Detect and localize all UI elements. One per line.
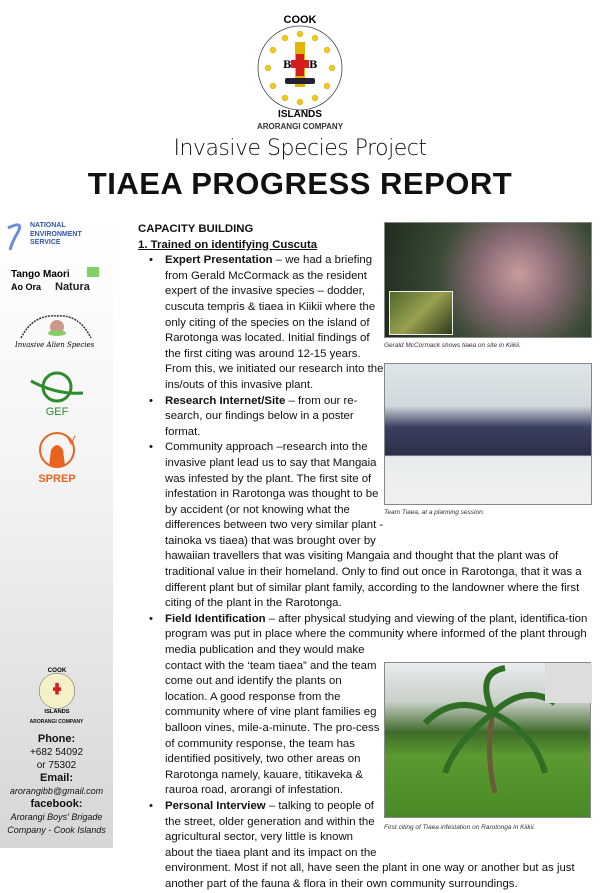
phone-alt: or 75302: [36, 760, 77, 771]
facebook-label: facebook:: [30, 798, 83, 810]
list-item: • Research Internet/Site – from our re-search, our findings below in a poster format.: [165, 394, 594, 441]
section-heading: CAPACITY BUILDING: [138, 223, 254, 235]
invasive-species-project-logo: [0, 310, 113, 350]
svg-text:ISLANDS: ISLANDS: [278, 109, 322, 120]
phone: +682 54092: [29, 747, 84, 758]
list-item: • Field Identification – after physical studying and viewing of the plant, identifica-tion program was put in place where the community where informed of the plant through media publication and they would make contact with the ‘team tiaea” and the team come out and identify the plants on location. A good response from the community where of vine plant families eg balloon vines, mile-a-minute. The pro-cess of community response, the team has identified positively, two other areas on Rarotonga namely, kauare, titikaveka & rauroa road, arorangi of infestation.: [165, 612, 594, 799]
svg-text:SPREP: SPREP: [37, 473, 76, 485]
gef-logo: [0, 367, 113, 419]
facebook-link[interactable]: Arorangi Boys' Brigade Company - Cook Islands: [7, 812, 106, 835]
svg-text:COOK: COOK: [47, 666, 66, 674]
sidebar-company: ARORANGI COMPANY: [29, 719, 84, 725]
boys-brigade-small-logo: [0, 662, 113, 728]
email-label: Email:: [39, 772, 73, 784]
caption-1: Gerald McCormack shows tiaea on site in Kiikii.: [384, 342, 521, 349]
svg-text:B: B: [309, 60, 318, 71]
svg-text:Invasive Alien Species: Invasive Alien Species: [14, 341, 94, 349]
svg-text:GEF: GEF: [45, 406, 68, 418]
company-name: ARORANGI COMPANY: [256, 122, 344, 131]
list-item: • Personal Interview – talking to people of the street, older generation and within the agricultural sector, very little is known about the tiaea plant and its impact on the environment. Most if not all, have seen the plant in one way or another but as just another part of the fauna & flora in their own community surroundings.: [165, 799, 594, 893]
nes-logo-text: NATIONAL ENVIRONMENT SERVICE: [30, 222, 82, 246]
subtitle: Invasive Species Project: [173, 136, 427, 161]
contact-info: [0, 733, 113, 837]
subsection-heading: 1. Trained on identifying Cuscuta: [138, 238, 318, 251]
list-item: • Expert Presentation – we had a briefing from Gerald McCormack as the resident expert of the invasive species – dodder, cuscuta tempris & tiaea in Kiikii where the only citing of the species on the island of Rarotonga was located. Initial findings of the first citing was around 12-15 years. From this, we initiated our research into the ins/outs of this invasive plant.: [165, 253, 594, 393]
svg-text:ISLANDS: ISLANDS: [43, 709, 70, 716]
svg-text:COOK: COOK: [283, 14, 317, 26]
nes-logo: [4, 220, 112, 254]
email-link[interactable]: arorangibb@gmail.com: [9, 786, 104, 796]
report-body: [138, 222, 594, 893]
svg-text:Tango Maori: Tango Maori: [10, 269, 70, 280]
tango-maori-logo: [0, 265, 113, 297]
caption-3: First citing of Tiaea infestation on Rarotonga in Kiikii.: [384, 824, 536, 831]
page-title: TIAEA PROGRESS REPORT: [87, 166, 513, 201]
list-item: • Community approach –research into the invasive plant lead us to say that Mangaia was infested by the plant. The first site of infestation in Rarotonga was thought to be by accident (or not knowing what the differences between two very similar plant - tainoka vs tiaea) that was brought over by hawaiian travellers that was visiting Mangaia and thought that the plant was of traditional value in their homeland. Only to find out once in Rarotonga, that it was a different plant but of similar plant family, according to the landowner where the first citing of the plant in the Rarotonga.: [165, 440, 594, 612]
boys-brigade-logo: [255, 12, 345, 120]
svg-text:Natura: Natura: [54, 281, 90, 293]
bird-icon: [4, 220, 28, 252]
phone-label: Phone:: [37, 733, 76, 745]
sprep-logo: [0, 430, 113, 486]
svg-text:B: B: [283, 60, 292, 71]
svg-text:Ao Ora: Ao Ora: [10, 282, 41, 292]
caption-2: Team Tiaea, at a planning session.: [384, 509, 485, 516]
